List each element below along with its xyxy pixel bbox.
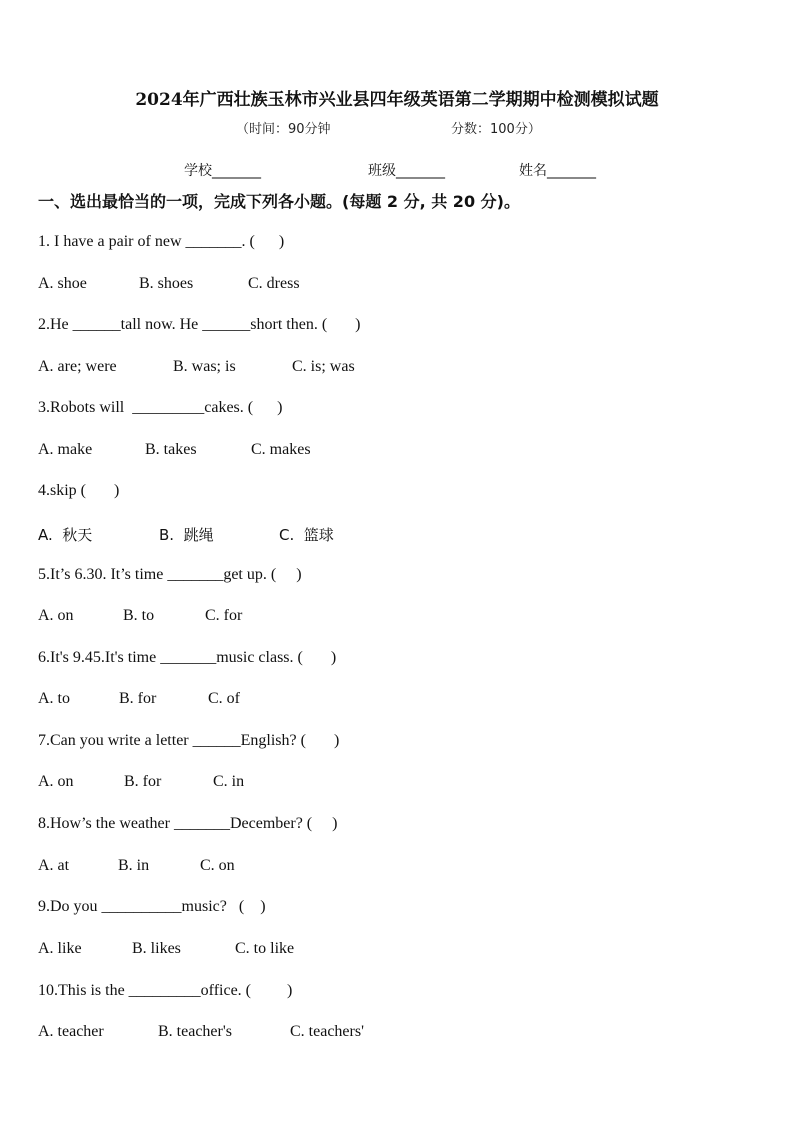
exam-score: 分数：100分） [451, 122, 541, 137]
question-6: 6.It's 9.45.It's time _______music class. ( ) [38, 649, 337, 666]
option-c: C. in [213, 773, 245, 790]
page-title: 2024年广西壮族玉林市兴业县四年级英语第二学期期中检测模拟试题 [135, 90, 659, 110]
option-a: A. to [38, 690, 70, 707]
option-b: B. to [123, 607, 155, 624]
question-2: 2.He ______tall now. He ______short then. ( ) [38, 316, 361, 333]
option-a: A. 秋天 [38, 526, 93, 544]
option-c: C. for [205, 607, 243, 624]
option-a: A. at [38, 857, 70, 874]
question-9: 9.Do you __________music? ( ) [38, 898, 266, 915]
option-a: A. like [38, 940, 82, 957]
option-a: A. are; were [38, 358, 117, 375]
option-c: C. 篮球 [279, 526, 334, 544]
option-c: C. is; was [292, 358, 355, 375]
option-a: A. teacher [38, 1023, 104, 1040]
option-a: A. on [38, 607, 74, 624]
option-b: B. likes [132, 940, 181, 957]
option-c: C. of [208, 690, 240, 707]
name-field: 姓名_______ [519, 163, 596, 179]
option-c: C. makes [251, 441, 311, 458]
option-b: B. teacher's [158, 1023, 232, 1040]
option-b: B. 跳绳 [159, 526, 214, 544]
question-5: 5.It’s 6.30. It’s time _______get up. ( ) [38, 566, 302, 583]
question-3: 3.Robots will _________cakes. ( ) [38, 399, 283, 416]
option-a: A. shoe [38, 275, 87, 292]
option-b: B. in [118, 857, 150, 874]
option-c: C. dress [248, 275, 300, 292]
option-b: B. was; is [173, 358, 236, 375]
class-field: 班级_______ [368, 163, 445, 179]
section-heading: 一、选出最恰当的一项，完成下列各小题。(每题 2 分, 共 20 分)。 [38, 192, 520, 211]
question-1: 1. I have a pair of new _______. ( ) [38, 233, 285, 250]
exam-time: （时间：90分钟 [236, 122, 331, 137]
option-c: C. teachers' [290, 1023, 364, 1040]
option-c: C. on [200, 857, 235, 874]
question-7: 7.Can you write a letter ______English? ( ) [38, 732, 340, 749]
question-4: 4.skip ( ) [38, 482, 120, 499]
option-a: A. make [38, 441, 93, 458]
question-8: 8.How’s the weather _______December? ( ) [38, 815, 338, 832]
option-a: A. on [38, 773, 74, 790]
question-10: 10.This is the _________office. ( ) [38, 982, 293, 999]
option-b: B. for [124, 773, 162, 790]
option-b: B. for [119, 690, 157, 707]
option-b: B. shoes [139, 275, 194, 292]
option-b: B. takes [145, 441, 197, 458]
school-field: 学校_______ [184, 163, 261, 179]
option-c: C. to like [235, 940, 295, 957]
